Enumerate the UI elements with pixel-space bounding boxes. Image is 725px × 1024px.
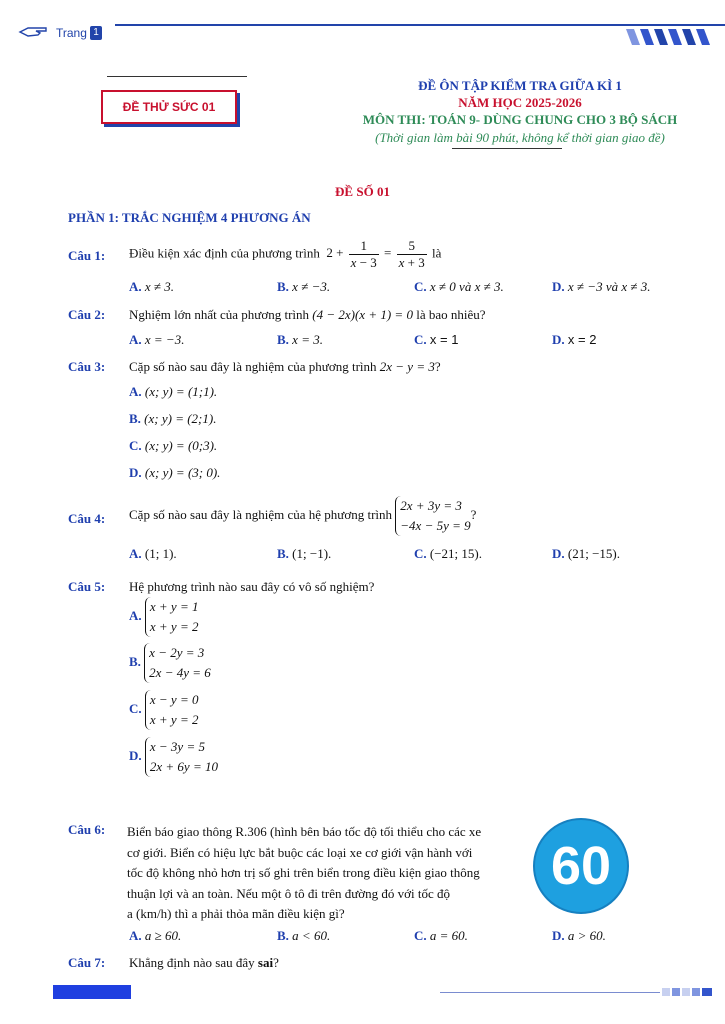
q1-tail: là	[432, 245, 442, 261]
page-number: 1	[90, 26, 102, 40]
q3-option-b[interactable]: B. (x; y) = (2;1).	[129, 411, 217, 426]
q1-stem	[129, 238, 441, 271]
q2-option-a[interactable]: A. x = −3.	[129, 332, 185, 347]
q3-option-d[interactable]: D. (x; y) = (3; 0).	[129, 465, 221, 480]
q6-option-d[interactable]: D. a > 60.	[552, 928, 606, 943]
exam-badge: ĐỀ THỬ SỨC 01	[101, 90, 237, 124]
q6-option-c[interactable]: C. a = 60.	[414, 928, 468, 943]
footer-rule	[440, 992, 660, 993]
speed-sign-value: 60	[550, 836, 612, 896]
q1-option-c[interactable]: C. x ≠ 0 và x ≠ 3.	[414, 279, 504, 294]
q4-label: Câu 4:	[68, 511, 106, 526]
footer-bar	[53, 985, 131, 999]
exam-code: ĐỀ SỐ 01	[335, 184, 390, 199]
header-rule	[115, 24, 725, 26]
q5-option-a[interactable]: A. x + y = 1 x + y = 2	[129, 597, 198, 637]
q7-label: Câu 7:	[68, 955, 106, 970]
q2-stem	[129, 307, 486, 323]
top-rule	[107, 76, 247, 77]
q2-tail: là bao nhiêu?	[416, 307, 486, 322]
q4-text: Cặp số nào sau đây là nghiệm của hệ phương trình	[129, 506, 393, 522]
q3-text: Cặp số nào sau đây là nghiệm của phương trình	[129, 359, 377, 374]
header-stripes	[626, 29, 716, 49]
q4-option-d[interactable]: D. (21; −15).	[552, 546, 620, 561]
q6-option-b[interactable]: B. a < 60.	[277, 928, 331, 943]
q5-label: Câu 5:	[68, 579, 106, 594]
q6-label: Câu 6:	[68, 822, 106, 837]
q3-equation: 2x − y = 3	[379, 359, 435, 374]
q2-text: Nghiệm lớn nhất của phương trình	[129, 307, 310, 322]
q3-stem	[129, 359, 441, 375]
pointing-hand-icon	[18, 24, 50, 44]
q4-option-c[interactable]: C. (−21; 15).	[414, 546, 482, 561]
q1-option-b[interactable]: B. x ≠ −3.	[277, 279, 331, 294]
q5-option-c[interactable]: C. x − y = 0 x + y = 2	[129, 690, 198, 730]
part-heading: PHẦN 1: TRẮC NGHIỆM 4 PHƯƠNG ÁN	[68, 210, 311, 225]
q4-tail: ?	[470, 506, 477, 522]
exam-title: ĐỀ ÔN TẬP KIỂM TRA GIỮA KÌ 1	[418, 78, 622, 93]
q2-label: Câu 2:	[68, 307, 106, 322]
footer-blocks	[662, 986, 714, 1002]
q1-text: Điều kiện xác định của phương trình	[129, 245, 320, 261]
q4-option-a[interactable]: A. (1; 1).	[129, 546, 177, 561]
q2-option-c[interactable]: C. x = 1	[414, 332, 459, 347]
q3-tail: ?	[434, 359, 441, 374]
q2-option-d[interactable]: D. x = 2	[552, 332, 597, 347]
page-label: Trang	[56, 26, 87, 40]
school-year: NĂM HỌC 2025-2026	[458, 95, 582, 110]
q1-option-d[interactable]: D. x ≠ −3 và x ≠ 3.	[552, 279, 651, 294]
q1-label: Câu 1:	[68, 248, 106, 263]
q5-text: Hệ phương trình nào sau đây có vô số nghiệm?	[129, 579, 375, 594]
speed-sign-r306	[533, 818, 629, 914]
q4-option-b[interactable]: B. (1; −1).	[277, 546, 332, 561]
q6-option-a[interactable]: A. a ≥ 60.	[129, 928, 182, 943]
q2-option-b[interactable]: B. x = 3.	[277, 332, 323, 347]
q3-label: Câu 3:	[68, 359, 106, 374]
q4-stem	[129, 496, 476, 536]
q1-equation: 2 + $\frac{1}{x - 3}$ = $\frac{5}{x + 3}$	[323, 238, 425, 270]
q7-stem: Khẳng định nào sau đây sai?	[129, 955, 279, 970]
q6-text: Biển báo giao thông R.306 (hình bên báo tốc độ tối thiểu cho các xe cơ giới. Biển có hiệu lực bắt buộc các loại xe cơ giới vận hành với tốc độ không nhỏ hơn trị số ghi trên biển trong điều kiện giao thông thuận lợi và an toàn. Nếu một ô tô đi trên đường đó với tốc độ a (km/h) thì a phải thỏa mãn điều kiện gì?	[127, 824, 482, 921]
q3-option-a[interactable]: A. (x; y) = (1;1).	[129, 384, 218, 399]
q4-system: 2x + 3y = 3 −4x − 5y = 9	[395, 496, 470, 536]
q5-option-d[interactable]: D. x − 3y = 5 2x + 6y = 10	[129, 737, 218, 777]
subject-line: MÔN THI: TOÁN 9- DÙNG CHUNG CHO 3 BỘ SÁCH	[362, 112, 678, 127]
time-note: (Thời gian làm bài 90 phút, không kể thời gian giao đề)	[375, 130, 665, 145]
time-underline	[452, 148, 562, 149]
q2-equation: (4 − 2x)(x + 1) = 0	[312, 307, 413, 322]
q1-option-a[interactable]: A. x ≠ 3.	[129, 279, 175, 294]
q5-option-b[interactable]: B. x − 2y = 3 2x − 4y = 6	[129, 643, 211, 683]
q3-option-c[interactable]: C. (x; y) = (0;3).	[129, 438, 218, 453]
